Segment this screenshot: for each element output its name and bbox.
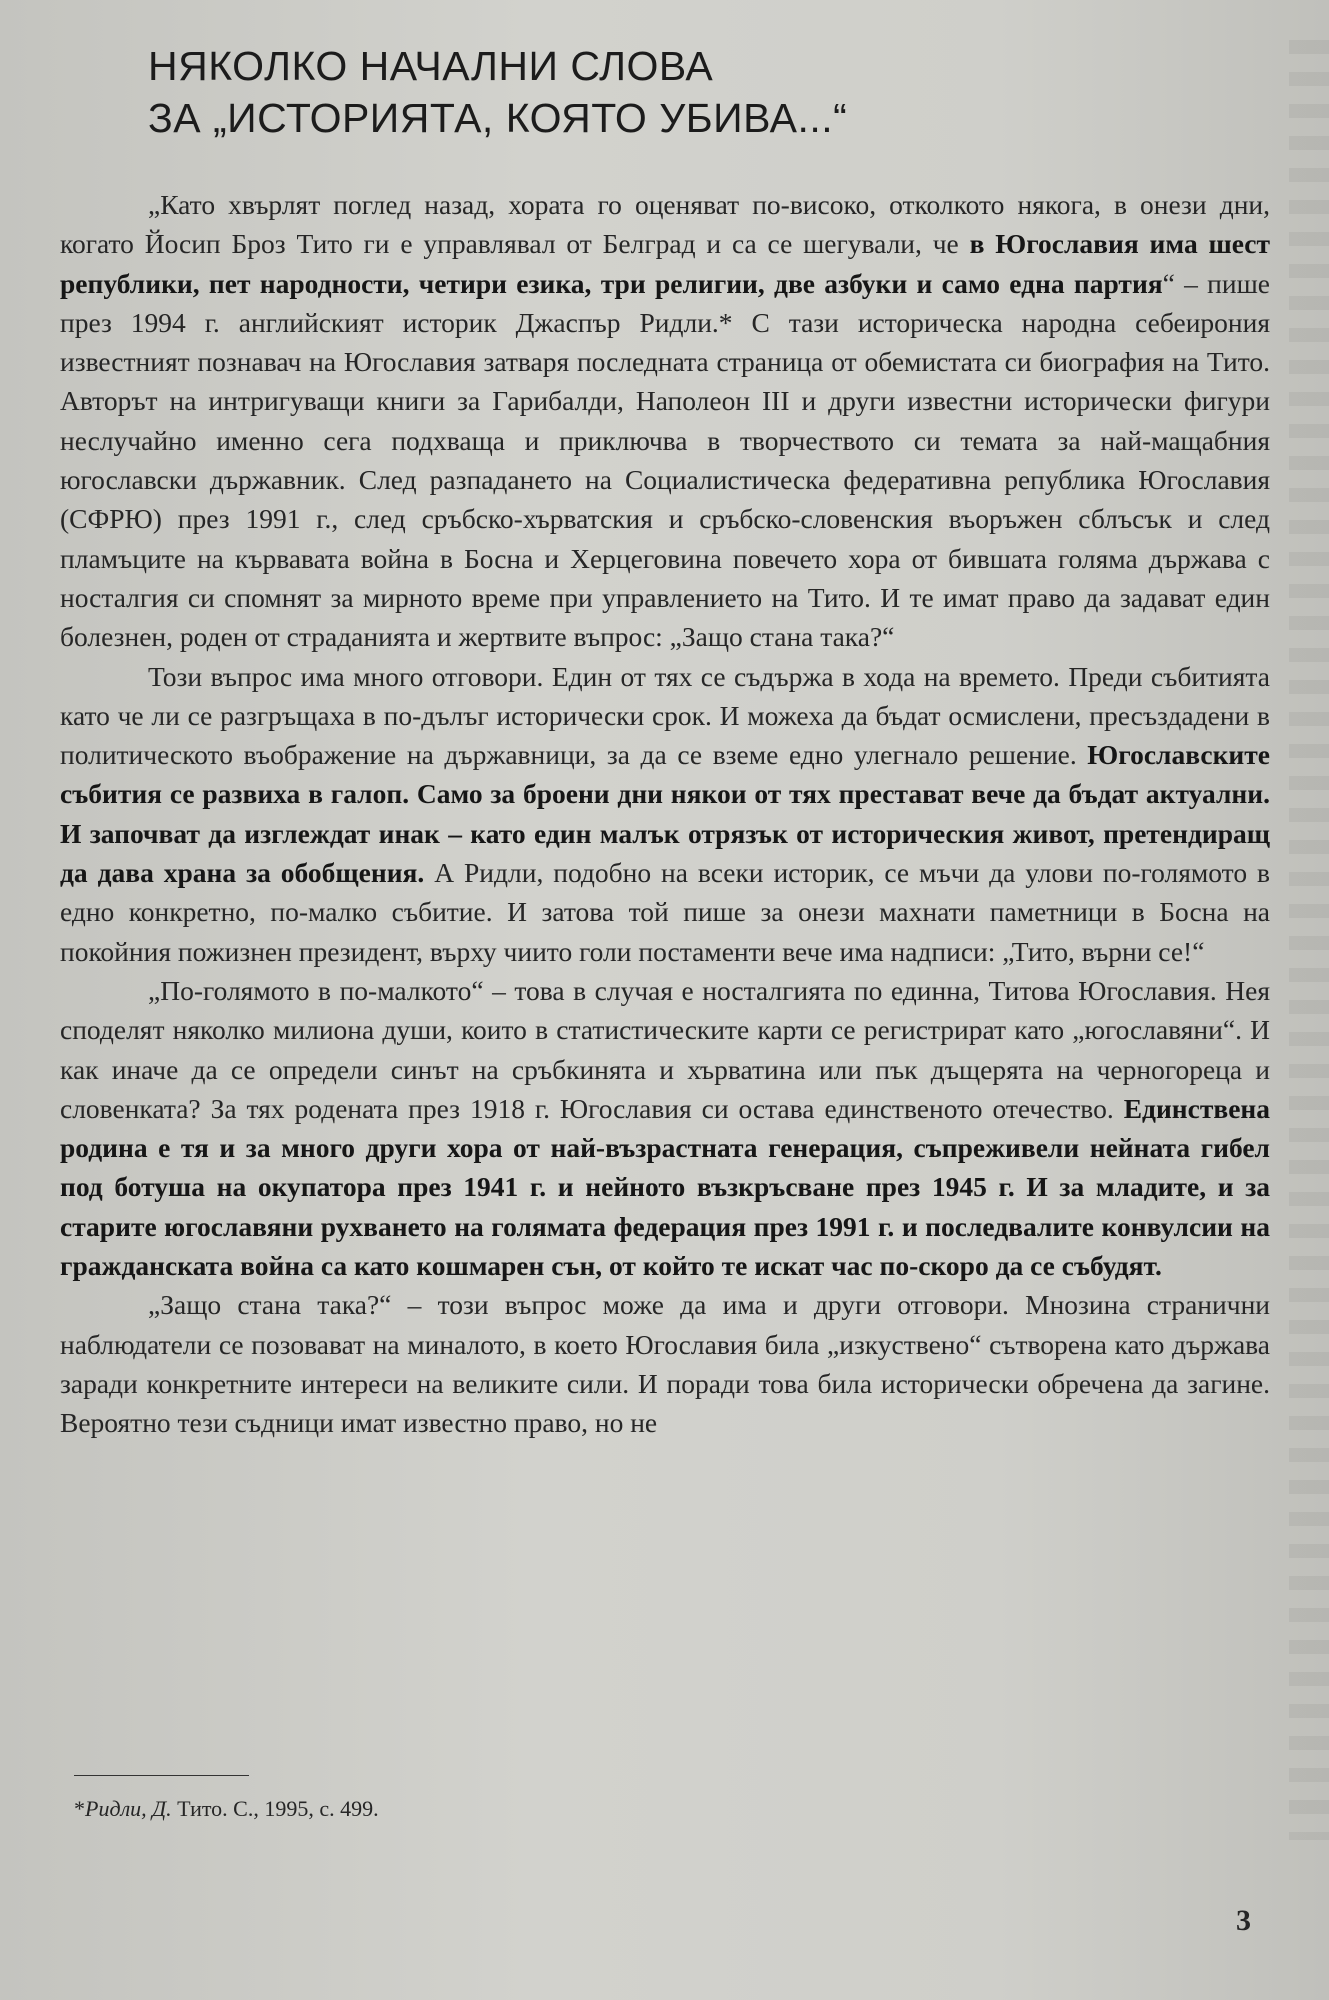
- footnote-author: Ридли, Д.: [85, 1796, 172, 1821]
- bold-run: в Югославия има шест републики, пет народности, четири езика, три религии, две азбуки и само една партия: [60, 228, 1270, 299]
- paragraph-2: [60, 657, 1270, 971]
- text-run: А Ридли, подобно на всеки историк, се мъчи да улови по-голямото в едно конкретно, по-малко събитие. И затова той пише за онези махнати паметници в Босна на покойния пожизнен президент, върху чиито голи постаменти вече има надписи: „Тито, върни се!“: [60, 857, 1270, 967]
- chapter-title: [148, 40, 1148, 144]
- text-run: „Като хвърлят поглед назад, хората го оценяват по-високо, отколкото някога, в онези дни, когато Йосип Броз Тито ги е управлявал от Белград и са се шегували, че: [60, 189, 1270, 260]
- footnote: [74, 1795, 874, 1823]
- paragraph-1: [60, 185, 1270, 657]
- footnote-rule: [74, 1775, 249, 1776]
- show-through-text: [1289, 40, 1329, 1840]
- bold-run: Югославските събития се развиха в галоп. Само за броени дни някои от тях престават вече да бъдат актуални. И започват да изглеждат инак – като един малък отрязък от историческия живот, претендиращ да дава храна за обобщения.: [60, 739, 1270, 889]
- paragraph-4: [60, 1285, 1270, 1442]
- text-run: “ – пише през 1994 г. английският историк Джаспър Ридли.* С тази историческа народна себеирония известният познавач на Югославия затваря последната страница от обемистата си биография на Тито. Авторът на интригуващи книги за Гарибалди, Наполеон III и други известни исторически фигури неслучайно именно сега подхваща и приключва в творчеството си темата за най-мащабния югославски държавник. След разпадането на Социалистическа федеративна република Югославия (СФРЮ) през 1991 г., след сръбско-хърватския и сръбско-словенския въоръжен сблъсък и след пламъците на кървавата война в Босна и Херцеговина повечето хора от бившата голяма държава с носталгия си спомнят за мирното време при управлението на Тито. И те имат право да задават един болезнен, роден от страданията и жертвите въпрос: „Защо стана така?“: [60, 267, 1270, 653]
- paragraph-3: [60, 971, 1270, 1285]
- text-run: Този въпрос има много отговори. Един от тях се съдържа в хода на времето. Преди събитията като че ли се разгръщаха в по-дълъг исторически срок. И можеха да бъдат осмислени, пресъздадени в политическото въображение на държавници, за да се вземе едно улегнало решение.: [60, 660, 1270, 771]
- text-run: „Защо стана така?“ – този въпрос може да има и други отговори. Мнозина странични наблюдатели се позовават на миналото, в което Югославия била „изкуствено“ сътворена като държава заради конкретните интереси на великите сили. И поради това била исторически обречена да загине. Вероятно тези съдници имат известно право, но не: [60, 1289, 1270, 1439]
- footnote-source: Тито. С., 1995, с. 499.: [171, 1796, 379, 1821]
- footnote-marker: *: [74, 1796, 85, 1821]
- page-number: 3: [1236, 1904, 1251, 1937]
- bold-run: Единствена родина е тя и за много други хора от най-възрастната генерация, съпреживели нейната гибел под ботуша на окупатора през 1941 г. и нейното възкръсване през 1945 г. И за младите, и за старите югославяни рухването на голямата федерация през 1991 г. и последвалите конвулсии на гражданската война са като кошмарен сън, от който те искат час по-скоро да се събудят.: [60, 1092, 1270, 1282]
- chapter-title-line-1: НЯКОЛКО НАЧАЛНИ СЛОВА: [148, 43, 714, 89]
- chapter-title-line-2: ЗА „ИСТОРИЯТА, КОЯТО УБИВА...“: [148, 95, 848, 141]
- text-run: „По-голямото в по-малкото“ – това в случая е носталгията по единна, Титова Югославия. Нея споделят няколко милиона души, които в статистическите карти се регистрират като „югославяни“. И как иначе да се определи синът на сръбкинята и хърватина или пък дъщерята на черногореца и словенката? За тях родената през 1918 г. Югославия си остава единственото отечество.: [60, 974, 1270, 1124]
- body-text: [60, 185, 1270, 1443]
